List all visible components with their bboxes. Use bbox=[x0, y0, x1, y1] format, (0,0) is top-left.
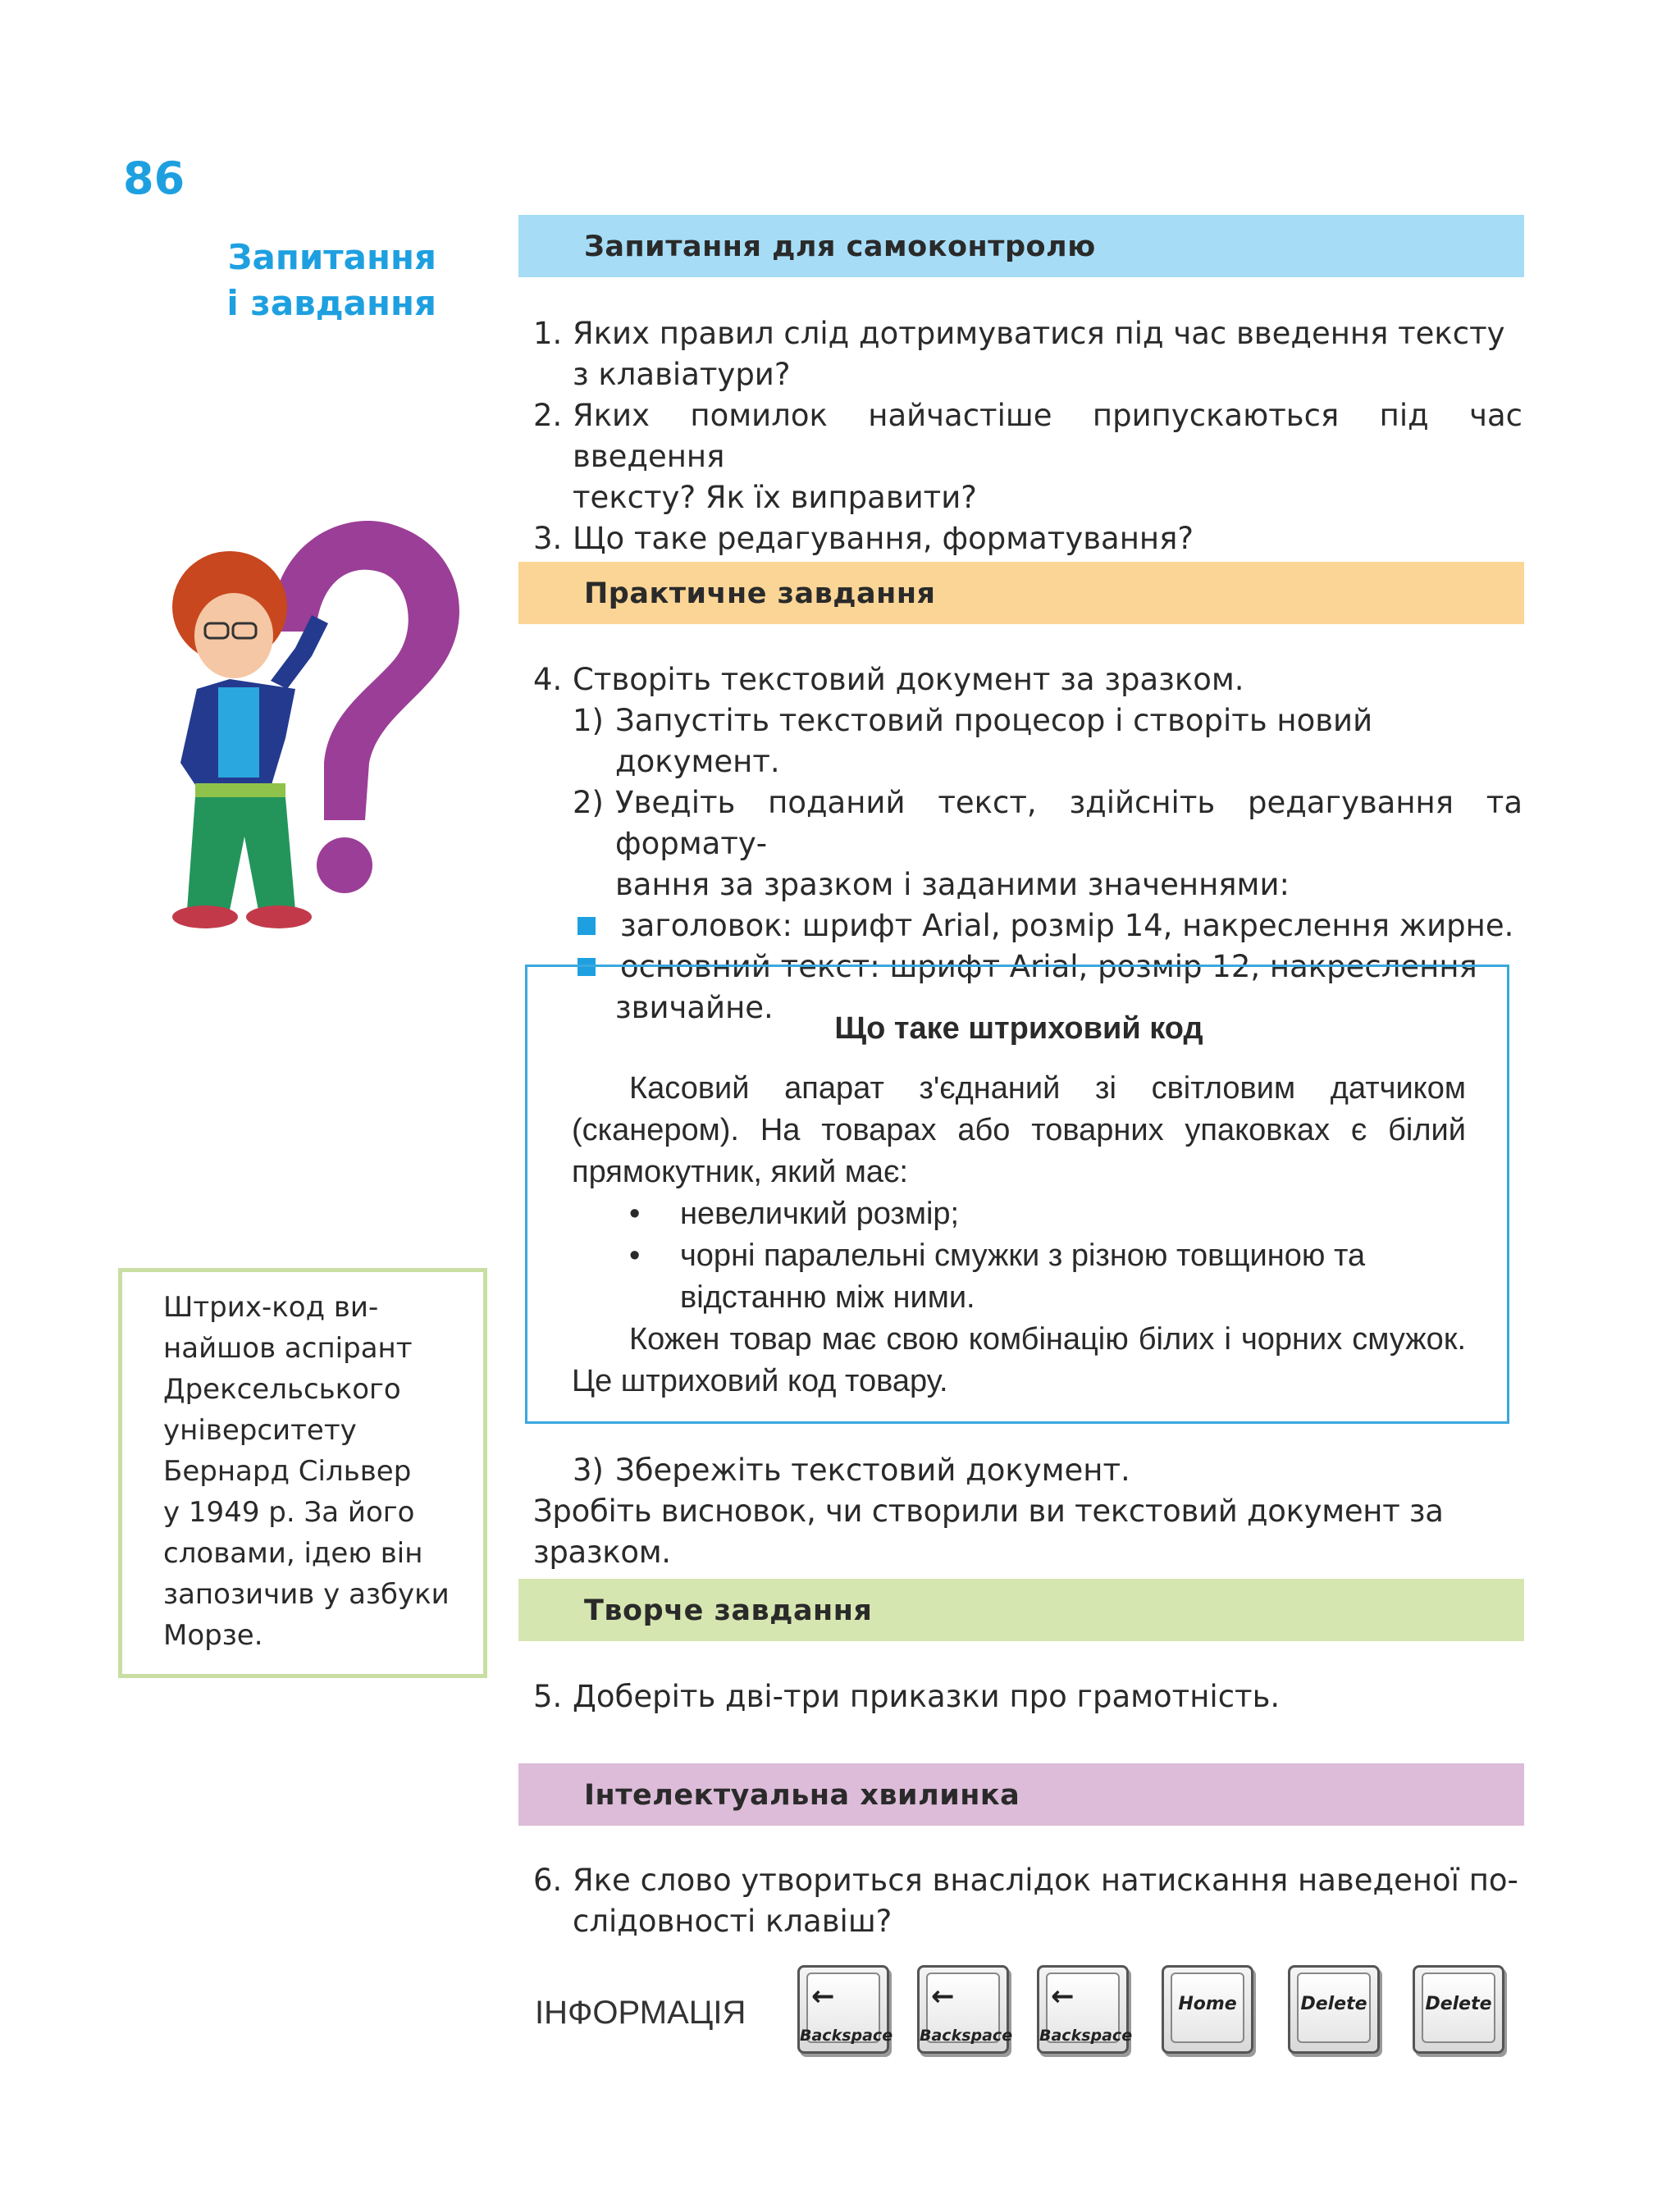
info-note-box bbox=[118, 1268, 487, 1678]
sample-paragraph-1: Касовий апарат з'єднаний зі світловим датчиком (сканером). На товарах або товарних упаковках є білий прямокутник, який має: bbox=[572, 1071, 1466, 1189]
arrow-left-icon: ← bbox=[931, 1980, 955, 2013]
conclusion-text: Зробіть висновок, чи створили ви текстовий документ за зразком. bbox=[533, 1494, 1444, 1570]
bullet-dot-icon: • bbox=[629, 1238, 641, 1273]
start-word: ІНФОРМАЦІЯ bbox=[535, 1995, 746, 2031]
key-label: Backspace bbox=[920, 2027, 1013, 2045]
q1-text-line2: з клавіатури? bbox=[573, 357, 791, 392]
sample-document-box bbox=[525, 965, 1509, 1424]
home-key bbox=[1162, 1965, 1253, 2054]
step2-text-line1: Уведіть поданий текст, здійсніть редагування та формату- bbox=[615, 785, 1522, 861]
q1-text-line1: Яких правил слід дотримуватися під час введення тексту bbox=[573, 316, 1505, 351]
q5-number: 5. bbox=[533, 1679, 563, 1714]
bullet-dot-icon: • bbox=[629, 1197, 641, 1231]
key-label: Backspace bbox=[800, 2027, 893, 2045]
key-label: Delete bbox=[1300, 1994, 1367, 2014]
step2-number: 2) bbox=[573, 785, 604, 820]
q1-number: 1. bbox=[533, 316, 563, 351]
step3-number: 3) bbox=[573, 1453, 604, 1488]
backspace-key bbox=[797, 1965, 893, 2054]
section-header-self-check: Запитання для самоконтролю bbox=[518, 215, 1524, 277]
delete-key bbox=[1288, 1965, 1380, 2054]
key-label: Home bbox=[1178, 1994, 1237, 2014]
section-header-intellectual: Інтелектуальна хвилинка bbox=[518, 1763, 1524, 1826]
bullet-square-icon bbox=[578, 917, 596, 935]
info-note-text: Штрих-код ви- найшов аспірант Дрексельського університету Бернард Сільвер у 1949 р. За його словами, ідею він запозичив у азбуки Морзе. bbox=[163, 1291, 450, 1652]
bullet1-text: заголовок: шрифт Arial, розмір 14, накреслення жирне. bbox=[620, 908, 1514, 943]
step1-text: Запустіть текстовий процесор і створіть новий документ. bbox=[615, 703, 1373, 779]
step2-text-line2: вання за зразком і заданими значеннями: bbox=[615, 867, 1290, 902]
intellectual-task bbox=[533, 1860, 1522, 1942]
arrow-left-icon: ← bbox=[1051, 1980, 1075, 2013]
question-mark-dot bbox=[317, 837, 372, 893]
q3-number: 3. bbox=[533, 521, 563, 556]
q3-text: Що таке редагування, форматування? bbox=[573, 521, 1194, 556]
delete-key bbox=[1413, 1965, 1504, 2054]
q4-number: 4. bbox=[533, 662, 563, 697]
page-number: 86 bbox=[123, 153, 185, 204]
bullet2-text-line2: звичайне. bbox=[615, 990, 774, 1025]
section-header-practical: Практичне завдання bbox=[518, 562, 1524, 624]
self-check-questions bbox=[533, 313, 1522, 559]
q5-text: Доберіть дві-три приказки про грамотність. bbox=[573, 1679, 1281, 1714]
thinking-boy-illustration bbox=[148, 492, 492, 951]
q6-number: 6. bbox=[533, 1863, 563, 1898]
side-title-line1: Запитання bbox=[227, 237, 436, 277]
sample-bullet-2: чорні паралельні смужки з різною товщиною та відстанню між ними. bbox=[680, 1238, 1366, 1315]
q6-text-line2: слідовності клавіш? bbox=[573, 1904, 892, 1939]
section-header-creative: Творче завдання bbox=[518, 1579, 1524, 1641]
q2-text-line1: Яких помилок найчастіше припускаються під час введення bbox=[573, 398, 1522, 474]
key-label: Delete bbox=[1425, 1994, 1492, 2014]
step3-text: Збережіть текстовий документ. bbox=[615, 1453, 1130, 1488]
sample-title: Що таке штриховий код bbox=[834, 1011, 1203, 1046]
creative-task bbox=[533, 1676, 1522, 1717]
q6-text-line1: Яке слово утвориться внаслідок натискання наведеної по- bbox=[573, 1863, 1518, 1898]
side-title bbox=[226, 235, 436, 326]
q4-text: Створіть текстовий документ за зразком. bbox=[573, 662, 1244, 697]
backspace-key bbox=[1037, 1965, 1133, 2054]
key-label: Backspace bbox=[1039, 2027, 1133, 2045]
arrow-left-icon: ← bbox=[811, 1980, 835, 2013]
practical-task-end bbox=[533, 1450, 1522, 1573]
sample-bullet-1: невеличкий розмір; bbox=[680, 1197, 960, 1231]
backspace-key bbox=[917, 1965, 1013, 2054]
step1-number: 1) bbox=[573, 703, 604, 738]
side-title-line2: і завдання bbox=[226, 283, 436, 323]
bullet2-text-line1: основний текст: шрифт Arial, розмір 12, накреслення bbox=[620, 949, 1477, 984]
q2-number: 2. bbox=[533, 398, 563, 433]
q2-text-line2: тексту? Як їх виправити? bbox=[573, 480, 977, 515]
sample-paragraph-2: Кожен товар має свою комбінацію білих і чорних смужок. Це штриховий код товару. bbox=[572, 1322, 1466, 1398]
